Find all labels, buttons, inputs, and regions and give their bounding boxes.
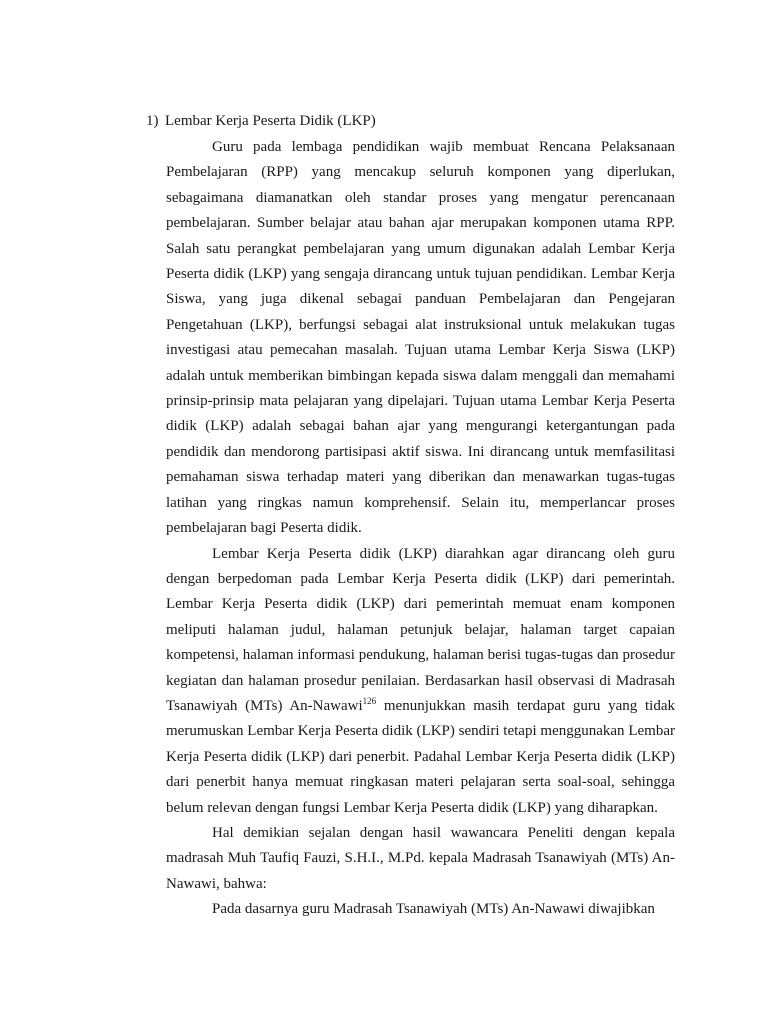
section-number: 1) [146,113,159,129]
footnote-reference: 126 [362,695,377,706]
paragraph-3: Hal demikian sejalan dengan hasil wawancara Peneliti dengan kepala madrasah Muh Taufiq Fauzi, S.H.I., M.Pd. kepala Madrasah Tsanawiyah (MTs) An-Nawawi, bahwa: [166,824,675,892]
paragraph-2-text-b: menunjukkan masih terdapat guru yang tidak merumuskan Lembar Kerja Peserta didik (LKP) sendiri tetapi menggunakan Lembar Kerja Peserta didik (LKP) dari penerbit. Padahal Lembar Kerja Peserta didik (LKP) dari penerbit hanya memuat ringkasan materi pelajaran serta soal-soal, sehingga belum relevan dengan fungsi Lembar Kerja Peserta didik (LKP) yang diharapkan. [166,697,675,816]
paragraph-2-text-a: Lembar Kerja Peserta didik (LKP) diarahkan agar dirancang oleh guru dengan berpedoman pada Lembar Kerja Peserta didik (LKP) dari pemerintah. Lembar Kerja Peserta didik (LKP) dari pemerintah memuat enam komponen meliputi halaman judul, halaman petunjuk belajar, halaman target capaian kompetensi, halaman informasi pendukung, halaman berisi tugas-tugas dan prosedur kegiatan dan halaman prosedur penilaian. Berdasarkan hasil observasi di Madrasah Tsanawiyah (MTs) An-Nawawi [166,545,675,714]
section-title: Lembar Kerja Peserta Didik (LKP) [165,113,376,129]
section-heading [146,111,376,131]
body-text [166,135,675,923]
paragraph-1: Guru pada lembaga pendidikan wajib membuat Rencana Pelaksanaan Pembelajaran (RPP) yang mencakup seluruh komponen yang diperlukan, sebagaimana diamanatkan oleh standar proses yang mengatur perencanaan pembelajaran. Sumber belajar atau bahan ajar merupakan komponen utama RPP. Salah satu perangkat pembelajaran yang umum digunakan adalah Lembar Kerja Peserta didik (LKP) yang sengaja dirancang untuk tujuan pendidikan. Lembar Kerja Siswa, yang juga dikenal sebagai panduan Pembelajaran dan Pengejaran Pengetahuan (LKP), berfungsi sebagai alat instruksional untuk melakukan tugas investigasi atau pemecahan masalah. Tujuan utama Lembar Kerja Siswa (LKP) adalah untuk memberikan bimbingan kepada siswa dalam menggali dan memahami prinsip-prinsip mata pelajaran yang dipelajari. Tujuan utama Lembar Kerja Peserta didik (LKP) adalah sebagai bahan ajar yang mengurangi ketergantungan pada pendidik dan mendorong partisipasi aktif siswa. Ini dirancang untuk memfasilitasi pemahaman siswa terhadap materi yang diberikan dan menawarkan tugas-tugas latihan yang ringkas namun komprehensif. Selain itu, memperlancar proses pembelajaran bagi Peserta didik. [166,139,675,537]
paragraph-2 [166,542,675,821]
paragraph-4: Pada dasarnya guru Madrasah Tsanawiyah (MTs) An-Nawawi diwajibkan [212,901,655,918]
